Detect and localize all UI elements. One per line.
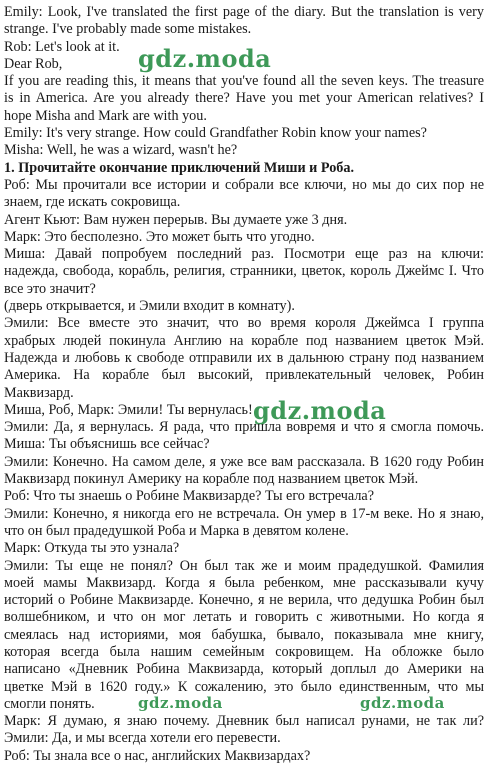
text-line: Надежда и любовь к свободе отправили их в дальнюю страну под названием (4, 349, 484, 366)
text-line: is in America. Are you already there? Have you met your American relatives? I (4, 90, 484, 107)
text-line: Rob: Let's look at it. (4, 38, 120, 55)
text-line: надежда, свобода, корабль, религия, странники, цветок, король Джеймс I. Что (4, 263, 484, 280)
text-line: что он был прадедушкой Роба и Марка в девятом колене. (4, 522, 349, 539)
text-line: Марк: Это бесполезно. Это может быть что угодно. (4, 228, 315, 245)
text-line: (дверь открывается, и Эмили входит в комнату). (4, 298, 295, 315)
watermark: gdz.moda (253, 396, 387, 425)
text-line: Роб: Мы прочитали все истории и собрали все ключи, но мы до сих пор не (4, 176, 484, 193)
text-line: Миша: Ты объяснишь все сейчас? (4, 436, 210, 453)
document-page (4, 4, 484, 765)
text-line: Маквизард покинул Америку на корабле под названием цветок Мэй. (4, 471, 419, 488)
text-line: strange. I've probably made some mistakes. (4, 21, 252, 38)
text-line: hope Misha and Mark are with you. (4, 107, 207, 124)
text-line: Маквизард. (4, 384, 74, 401)
text-line: Эмили: Ты еще не понял? Он был так же и моим прадедушкой. Фамилия (4, 557, 484, 574)
text-line: Миша, Роб, Марк: Эмили! Ты вернулась! (4, 401, 253, 418)
text-line: Dear Rob, (4, 55, 63, 72)
text-line: Эмили: Да, и мы всегда хотели его перевести. (4, 730, 281, 747)
text-line: волшебником, и что он мог летать и говорить с животными. Но когда я (4, 609, 484, 626)
text-line: Emily: Look, I've translated the first page of the diary. But the translation is very (4, 4, 484, 20)
text-line: смеялась над историями, моя бабушка, бывало, показывала мне книгу, (4, 626, 484, 643)
text-line: Emily: It's very strange. How could Grandfather Robin know your names? (4, 125, 427, 142)
text-line: Эмили: Все вместе это значит, что во время короля Джеймса I группа (4, 315, 484, 332)
text-line: Эмили: Конечно. На самом деле, я уже все вам рассказала. В 1620 году Робин (4, 453, 484, 470)
text-line: все это значит? (4, 280, 96, 297)
watermark: gdz.moda (138, 694, 223, 712)
text-line: Америка. На корабле был высокий, привлекательный человек, Робин (4, 367, 484, 384)
watermark: gdz.moda (360, 694, 445, 712)
text-line: моей мамы Маквизард. Когда я была ребенком, мне рассказывали кучу (4, 574, 484, 591)
text-line: историй о Робине Маквизарде. Конечно, я не верила, что дедушка Робин был (4, 592, 484, 609)
text-line: If you are reading this, it means that you've found all the seven keys. The treasure (4, 73, 484, 90)
text-line: цветке Мэй в 1620 году.» К сожалению, это было единственным, что мы (4, 678, 484, 695)
text-line: Роб: Что ты знаешь о Робине Маквизарде? Ты его встречала? (4, 488, 375, 505)
text-line: Марк: Я думаю, я знаю почему. Дневник был написал рунами, не так ли? (4, 713, 484, 730)
text-line: Misha: Well, he was a wizard, wasn't he? (4, 142, 238, 159)
watermark: gdz.moda (138, 44, 272, 73)
text-line: Миша: Давай попробуем последний раз. Посмотри еще раз на ключи: (4, 246, 484, 263)
text-line: храбрых людей покинула Англию на корабле под названием цветок Мэй. (4, 332, 484, 349)
text-line: Агент Кьют: Вам нужен перерыв. Вы думаете уже 3 дня. (4, 211, 348, 228)
text-line: написано «Дневник Робина Маквизарда, который доплыл до Америки на (4, 661, 484, 678)
text-line: Марк: Откуда ты это узнала? (4, 540, 180, 557)
text-line: которая всегда была нашим семейным сокровищем. На обложке было (4, 643, 484, 660)
text-line: Роб: Ты знала все о нас, английских Маквизардах? (4, 747, 311, 764)
text-line: смогли понять. (4, 695, 95, 712)
text-line: знаем, где искать сокровища. (4, 194, 181, 211)
text-line: Эмили: Конечно, я никогда его не встречала. Он умер в 17-м веке. Но я знаю, (4, 505, 484, 522)
text-line: Эмили: Да, я вернулась. Я рада, что пришла вовремя и что я смогла помочь. (4, 419, 484, 436)
section-heading: 1. Прочитайте окончание приключений Миши и Роба. (4, 159, 355, 176)
